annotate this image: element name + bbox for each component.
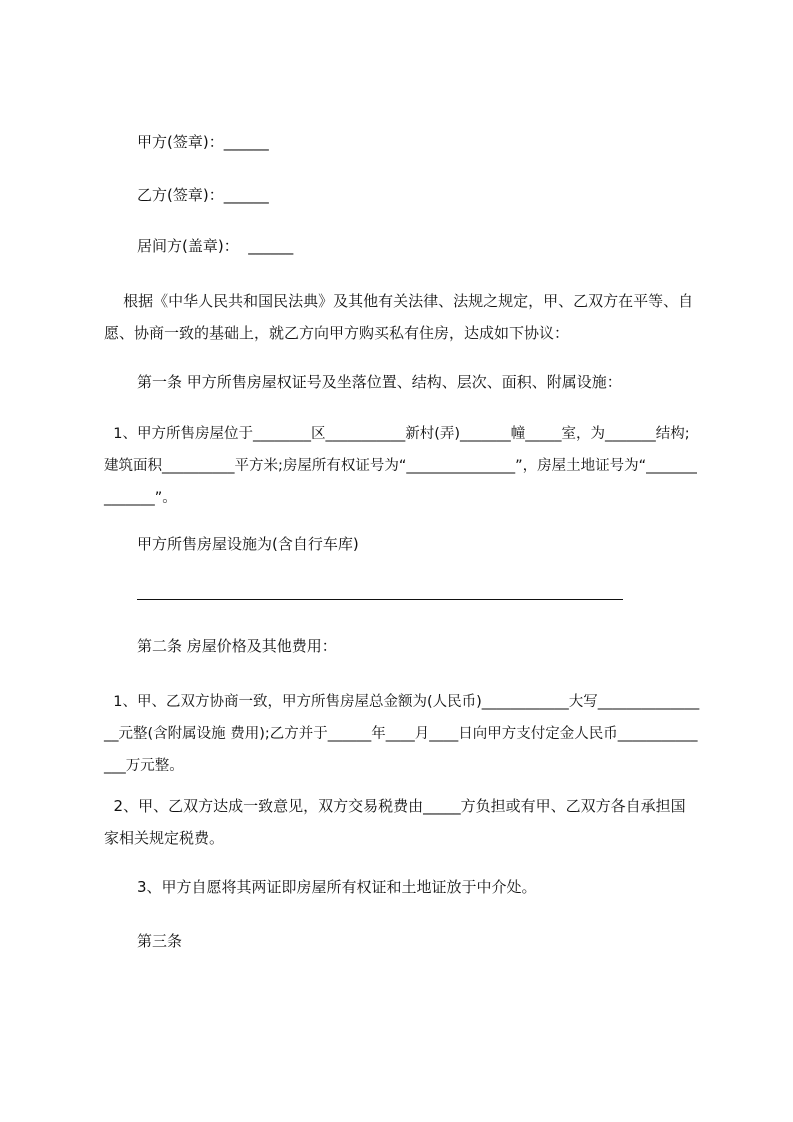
article-1-item-1: 1、甲方所售房屋位于________区___________新村(弄)_______幢_____室，为_______结构;建筑面积__________平方米;房屋所有权证号为“_______________”，房屋土地证号为“______________”。 bbox=[104, 426, 697, 506]
article-2-heading: 第二条 房屋价格及其他费用： bbox=[137, 637, 337, 655]
article-1-heading: 第一条 甲方所售房屋权证号及坐落位置、结构、层次、面积、附属设施： bbox=[137, 373, 622, 391]
article-2-item-1: 1、甲、乙双方协商一致，甲方所售房屋总金额为(人民币)____________大写________________元整(含附属设施 费用);乙方并于______年____月____日向甲方支付定金人民币______________万元整。 bbox=[104, 694, 700, 774]
article-2-item-3: 3、甲方自愿将其两证即房屋所有权证和土地证放于中介处。 bbox=[137, 878, 537, 896]
article-2-item-2: 2、甲、乙双方达成一致意见，双方交易税费由_____方负担或有甲、乙双方各自承担国家相关规定税费。 bbox=[104, 797, 686, 847]
article-3-heading: 第三条 bbox=[137, 932, 183, 950]
facilities-fill-line bbox=[137, 599, 623, 600]
party-a-signature-line: 甲方(签章)：______ bbox=[137, 133, 269, 151]
party-b-signature-line: 乙方(签章)：______ bbox=[137, 186, 269, 204]
facilities-label: 甲方所售房屋设施为(含自行车库) bbox=[137, 535, 359, 553]
intermediary-signature-line: 居间方(盖章)： ______ bbox=[137, 237, 294, 255]
preamble-paragraph: 根据《中华人民共和国民法典》及其他有关法律、法规之规定，甲、乙双方在平等、自愿、协商一致的基础上，就乙方向甲方购买私有住房，达成如下协议： bbox=[104, 292, 694, 342]
